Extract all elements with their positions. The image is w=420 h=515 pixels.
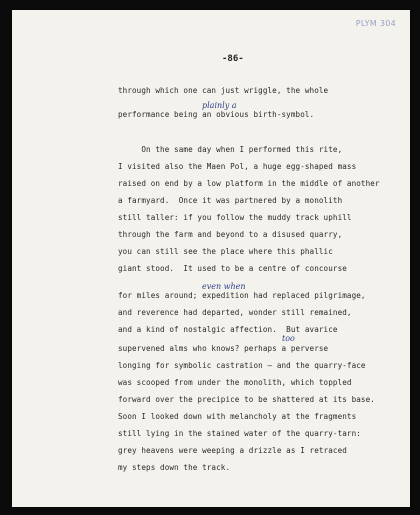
text-line: a farmyard. Once it was partnered by a monolith [118, 196, 343, 205]
text-line: grey heavens were weeping a drizzle as I retraced [118, 446, 347, 455]
text-line: and a kind of nostalgic affection. But avarice [118, 325, 338, 334]
text-line: was scooped from under the monolith, which toppled [118, 378, 352, 387]
text-line: supervened alms who knows? perhaps a perverse [118, 344, 329, 353]
text-line: my steps down the track. [118, 463, 231, 472]
text-line: performance being an obvious birth-symbol. [118, 110, 315, 119]
text-line: Soon I looked down with melancholy at the fragments [118, 412, 357, 421]
text-line: you can still see the place where this phallic [118, 247, 333, 256]
text-line: On the same day when I performed this rite, [118, 145, 343, 154]
text-line: I visited also the Maen Pol, a huge egg-shaped mass [118, 162, 357, 171]
archive-reference: PLYM 304 [355, 19, 396, 28]
handwritten-insertion: even when [202, 282, 246, 291]
text-line: and reverence had departed, wonder still remained, [118, 308, 352, 317]
text-line: longing for symbolic castration — and the quarry-face [118, 361, 366, 370]
page-number: -86- [222, 54, 244, 64]
text-line: for miles around; expedition had replaced pilgrimage, [118, 291, 366, 300]
document-page [12, 10, 410, 507]
text-line: still lying in the stained water of the quarry-tarn: [118, 429, 361, 438]
text-line: through the farm and beyond to a disused quarry, [118, 230, 343, 239]
text-line: raised on end by a low platform in the middle of another [118, 179, 380, 188]
text-line: still taller: if you follow the muddy track uphill [118, 213, 352, 222]
text-line: through which one can just wriggle, the whole [118, 86, 329, 95]
handwritten-insertion: too [282, 334, 295, 343]
text-line: giant stood. It used to be a centre of concourse [118, 264, 347, 273]
text-line: forward over the precipice to be shattered at its base. [118, 395, 375, 404]
handwritten-insertion: plainly a [202, 101, 237, 110]
